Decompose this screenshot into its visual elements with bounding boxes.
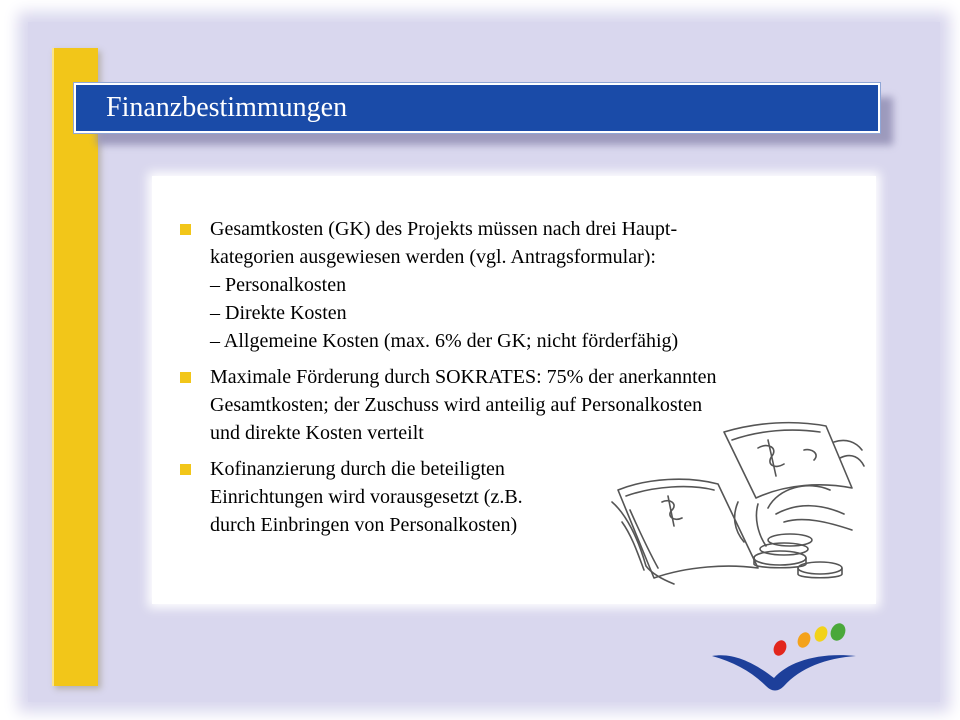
bullet-line: Kofinanzierung durch die beteiligten	[210, 458, 505, 480]
slide-title: Finanzbestimmungen	[106, 92, 348, 123]
bullet-line: Gesamtkosten (GK) des Projekts müssen nach drei Haupt-	[210, 218, 678, 240]
yellow-accent-bar	[52, 48, 98, 686]
bullet-line: Maximale Förderung durch SOKRATES: 75% der anerkannten	[210, 366, 717, 388]
bullet-line: – Personalkosten	[210, 274, 347, 296]
bullet-line: kategorien ausgewiesen werden (vgl. Antragsformular):	[210, 246, 656, 268]
bullet-line: – Allgemeine Kosten (max. 6% der GK; nicht förderfähig)	[210, 330, 679, 352]
bullet-line: Einrichtungen wird vorausgesetzt (z.B.	[210, 486, 523, 508]
title-bar	[74, 83, 880, 133]
bullet-line: – Direkte Kosten	[210, 302, 347, 324]
money-sketch-icon	[608, 418, 870, 590]
square-bullet-icon	[180, 224, 191, 235]
square-bullet-icon	[180, 372, 191, 383]
bullet-line: und direkte Kosten verteilt	[210, 422, 424, 444]
bullet-line: durch Einbringen von Personalkosten)	[210, 514, 518, 536]
bullet-item	[180, 215, 880, 355]
program-logo-icon	[708, 618, 858, 696]
bullet-line: Gesamtkosten; der Zuschuss wird anteilig auf Personalkosten	[210, 394, 703, 416]
square-bullet-icon	[180, 464, 191, 475]
